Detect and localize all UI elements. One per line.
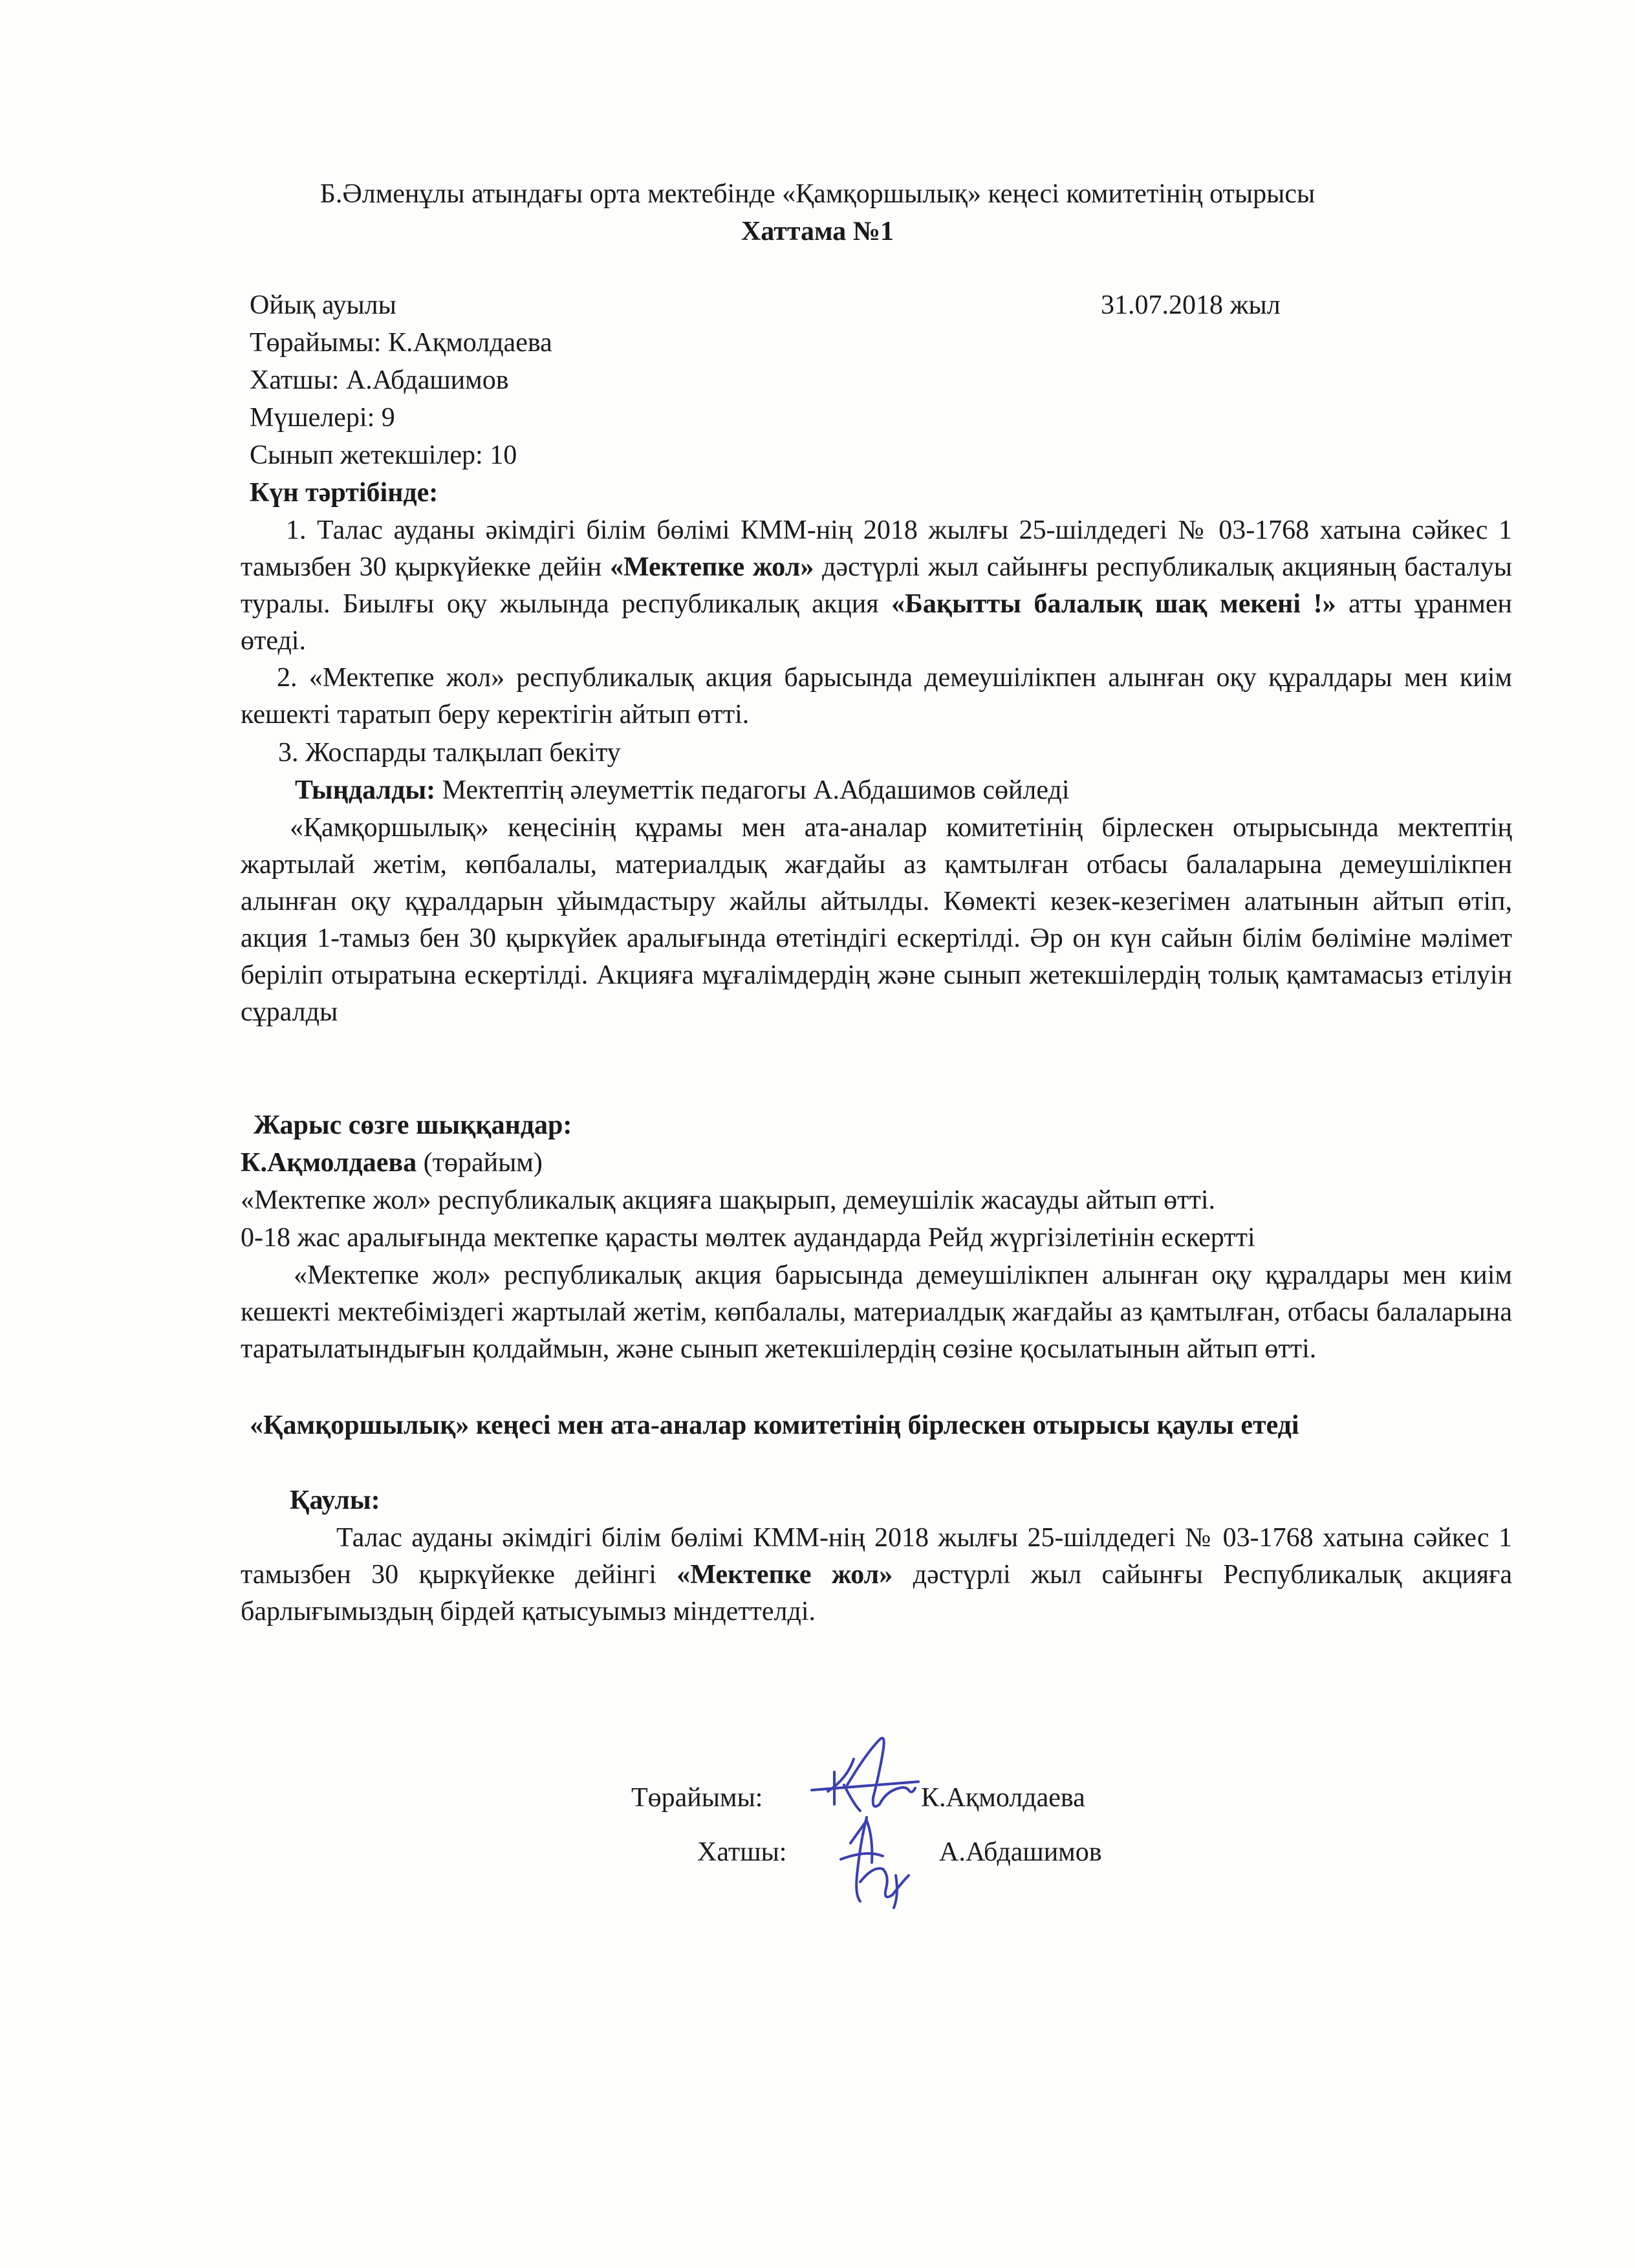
secretary-line: Хатшы: А.Абдашимов [250, 365, 509, 395]
chair-signature-name: К.Ақмолдаева [921, 1783, 1085, 1813]
agenda-item-2: 2. «Мектепке жол» республикалық акция барысында демеушілікпен алынған оқу құралдары мен киім кешекті таратып беру керектігін айтып өтті. [241, 663, 1512, 729]
chair-signature-label: Төрайымы: [631, 1783, 763, 1813]
resolution-text: Талас ауданы әкімдігі білім бөлімі КММ-нің 2018 жылғы 25-шілдедегі № 03-1768 хатына сәйкес 1 тамызбен 30 қыркүйекке дейінгі «Мектепке жол» дәстүрлі жыл сайынғы Республикалық акцияға барлығымыздың бірдей қатысуымыз міндеттелді. [241, 1523, 1512, 1626]
resolution-label: Қаулы: [290, 1485, 380, 1515]
document-title: Б.Әлменұлы атындағы орта мектебінде «Қамқоршылық» кеңесі комитетінің отырысы [319, 179, 1316, 209]
secretary-signature [821, 1804, 925, 1914]
heard-body: «Қамқоршылық» кеңесінің құрамы мен ата-аналар комитетінің бірлескен отырысында мектептің жартылай жетім, көпбалалы, материалдық жағдайы аз қамтылған отбасы балаларына демеушілікпен алынған оқу құралдарын ұйымдастыру жайлы айтылды. Көмекті кезек-кезегімен алатынын айтып өтіп, акция 1-тамыз бен 30 қыркүйек аралығында өтетіндігі ескертілді. Әр он күн сайын білім бөліміне мәлімет беріліп отыратына ескертілді. Акцияға мұғалімдердің және сынып жетекшілердің толық қамтамасыз етілуін сұралды [241, 813, 1512, 1027]
date: 31.07.2018 жыл [1101, 290, 1281, 320]
chair-line: Төрайымы: К.Ақмолдаева [250, 328, 552, 358]
speech-line-1: «Мектепке жол» республикалық акцияға шақырып, демеушілік жасауды айтып өтті. [241, 1185, 1216, 1215]
speaker-line: К.Ақмолдаева (төрайым) [241, 1148, 543, 1178]
heard-line: Тыңдалды: Мектептің әлеуметтік педагогы А.Абдашимов сөйледі [295, 775, 1070, 805]
agenda-heading: Күн тәртібінде: [250, 478, 439, 508]
secretary-signature-label: Хатшы: [697, 1837, 787, 1867]
resolution-heading: «Қамқоршылық» кеңесі мен ата-аналар комитетінің бірлескен отырысы қаулы етеді [250, 1410, 1299, 1440]
members-line: Мүшелері: 9 [250, 403, 395, 433]
speech-paragraph: «Мектепке жол» республикалық акция барысында демеушілікпен алынған оқу құралдары мен киім кешекті мектебіміздегі жартылай жетім, көпбалалы, материалдық жағдайы аз қамтылған, отбасы балаларына таратылатындығын қолдаймын, және сынып жетекшілердің сөзіне қосылатынын айтып өтті. [241, 1260, 1512, 1364]
agenda-item-3: 3. Жоспарды талқылап бекіту [278, 738, 621, 768]
speech-line-2: 0-18 жас аралығында мектепке қарасты мөлтек аудандарда Рейд жүргізілетінін ескертті [241, 1223, 1255, 1253]
secretary-signature-name: А.Абдашимов [939, 1837, 1102, 1867]
place: Ойық ауылы [250, 290, 396, 320]
agenda-item-1: 1. Талас ауданы әкімдігі білім бөлімі КММ-нің 2018 жылғы 25-шілдедегі № 03-1768 хатына сәйкес 1 тамызбен 30 қыркүйекке дейін «Мектепке жол» дәстүрлі жыл сайынғы республикалық акцияның басталуы туралы. Биылғы оқу жылында республикалық акция «Бақытты балалық шақ мекені !» атты ұранмен өтеді. [241, 515, 1512, 656]
class-teachers-line: Сынып жетекшілер: 10 [250, 440, 517, 470]
protocol-number: Хаттама №1 [741, 217, 894, 246]
speeches-heading: Жарыс сөзге шыққандар: [254, 1110, 572, 1140]
